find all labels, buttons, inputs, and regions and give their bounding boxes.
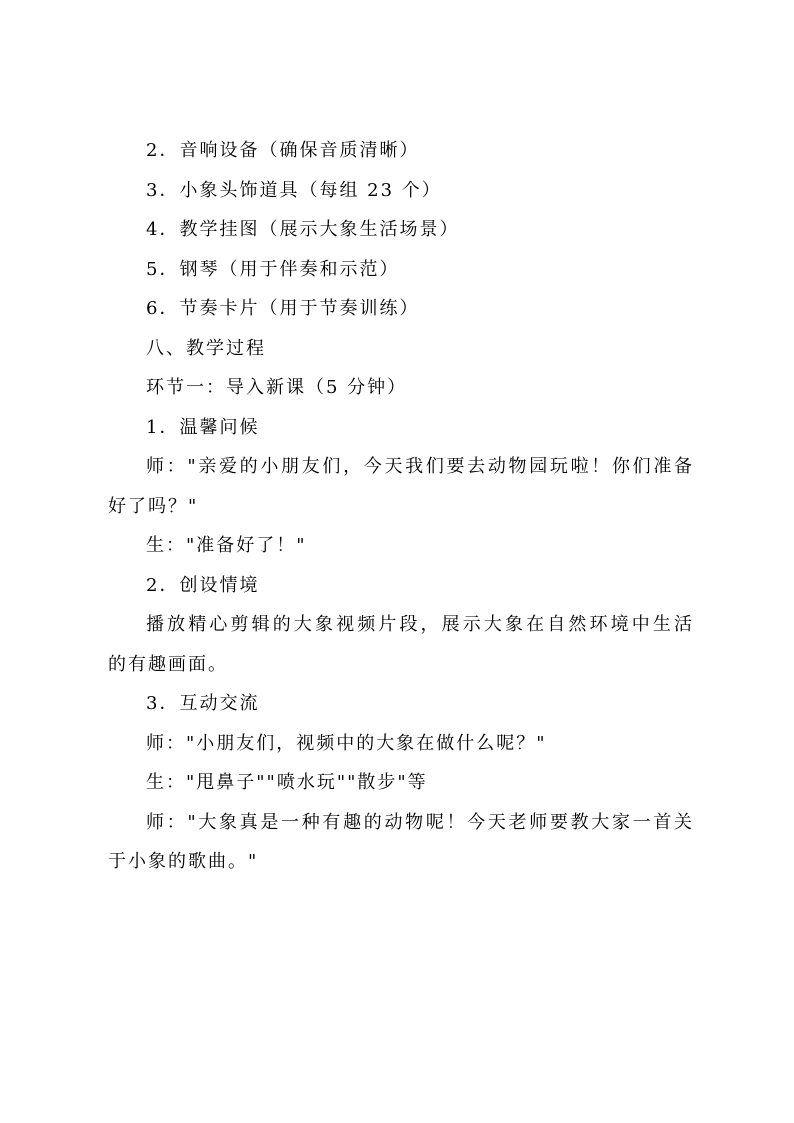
scene-paragraph-line-1: 播放精心剪辑的大象视频片段，展示大象在自然环境中生活 <box>146 614 694 635</box>
teacher-dialogue-2: 师："小朋友们，视频中的大象在做什么呢？" <box>146 733 547 754</box>
step-title-scene: 2．创设情境 <box>146 575 260 596</box>
step-title-interaction: 3．互动交流 <box>146 693 260 714</box>
step-title-greeting: 1．温馨问候 <box>146 417 260 438</box>
materials-item-4: 4．教学挂图（展示大象生活场景） <box>146 219 460 240</box>
stage-title: 环节一：导入新课（5 分钟） <box>146 377 408 398</box>
student-dialogue-1: 生："准备好了！" <box>146 535 307 556</box>
materials-item-2: 2．音响设备（确保音质清晰） <box>146 140 420 161</box>
materials-item-6: 6．节奏卡片（用于节奏训练） <box>146 298 420 319</box>
section-heading: 八、教学过程 <box>146 338 266 359</box>
materials-item-5: 5．钢琴（用于伴奏和示范） <box>146 259 400 280</box>
student-dialogue-2: 生："甩鼻子""喷水玩""散步"等 <box>146 772 428 793</box>
teacher-dialogue-3-line-1: 师："大象真是一种有趣的动物呢！今天老师要教大家一首关 <box>146 812 694 833</box>
scene-paragraph-line-2: 的有趣画面。 <box>108 654 228 675</box>
materials-item-3: 3．小象头饰道具（每组 23 个） <box>146 180 442 201</box>
teacher-dialogue-1-line-2: 好了吗？" <box>108 496 199 517</box>
teacher-dialogue-1-line-1: 师："亲爱的小朋友们，今天我们要去动物园玩啦！你们准备 <box>146 456 694 477</box>
teacher-dialogue-3-line-2: 于小象的歌曲。" <box>108 851 259 872</box>
